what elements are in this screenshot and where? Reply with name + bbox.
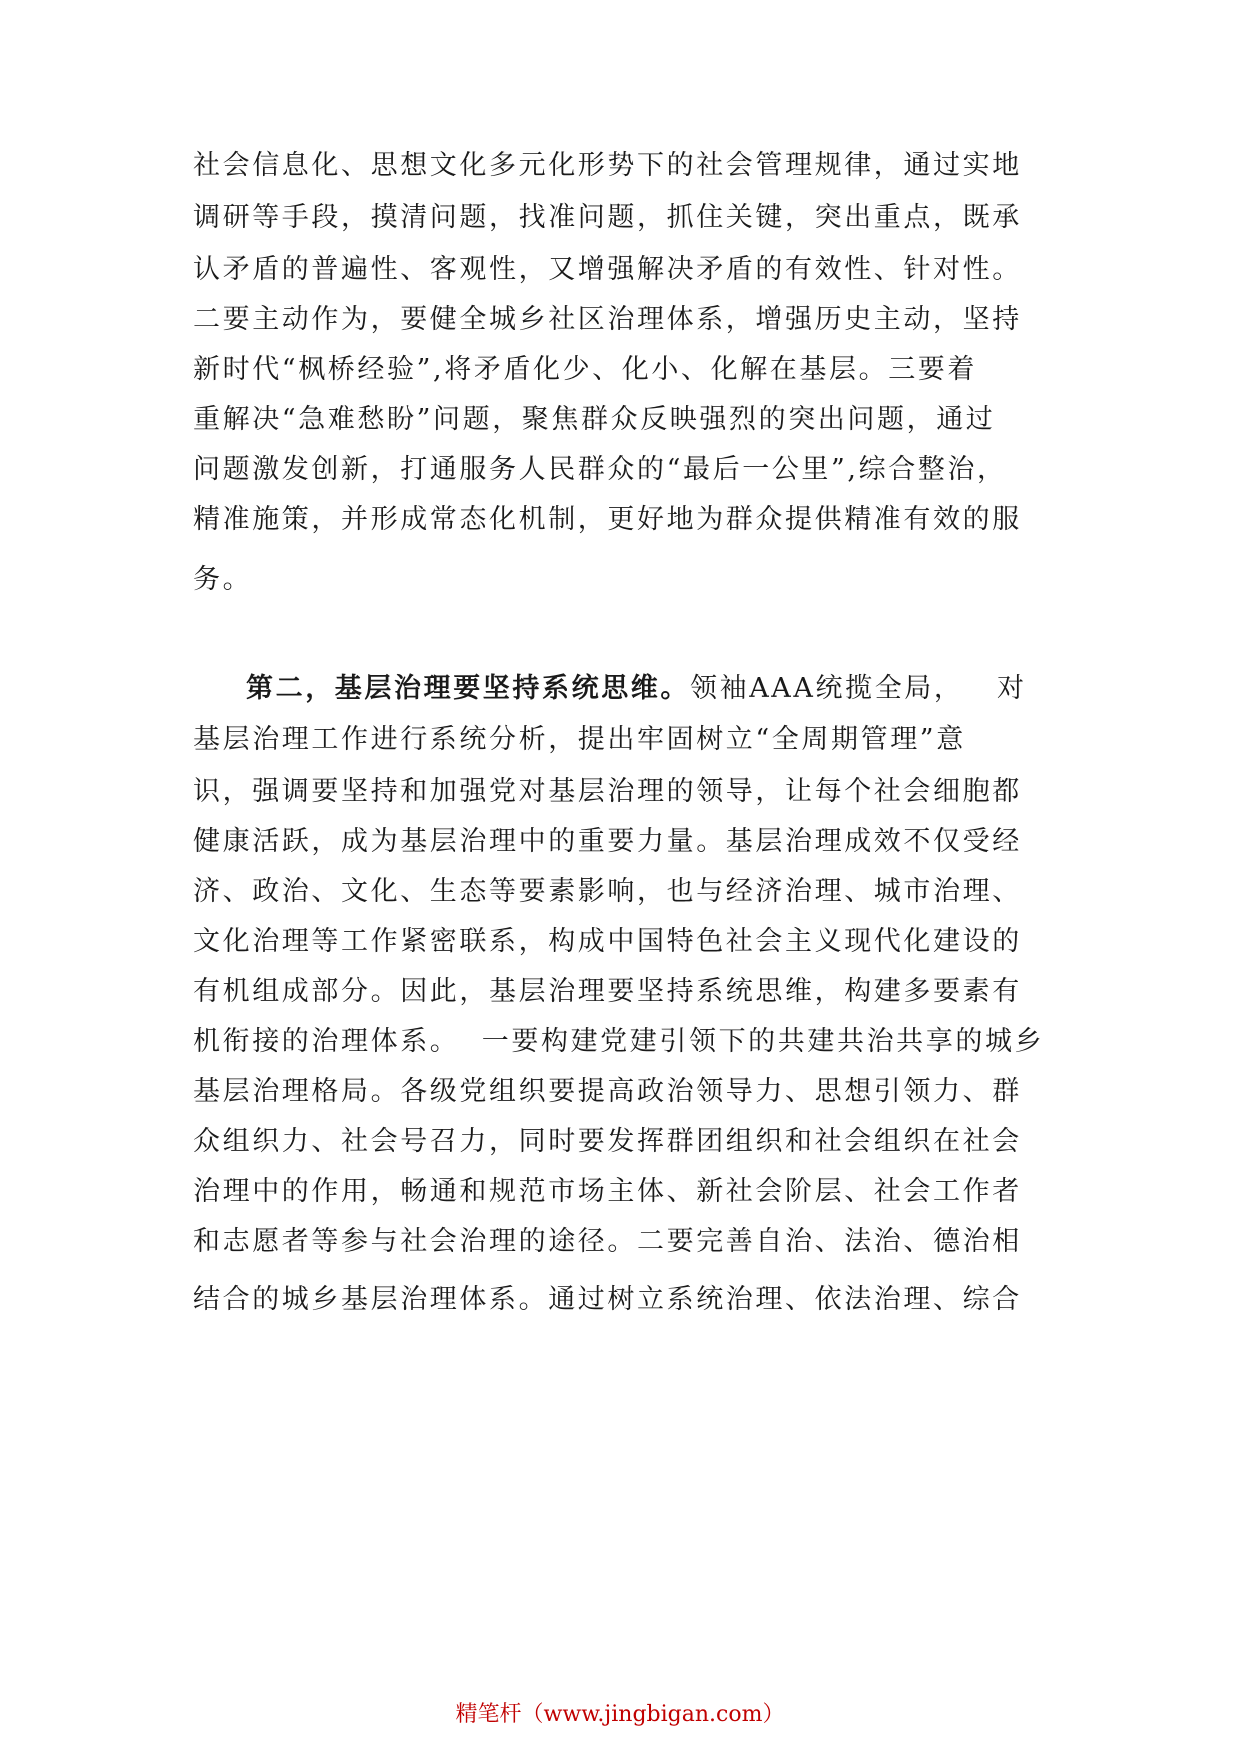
paragraph-line: 识，强调要坚持和加强党对基层治理的领导，让每个社会细胞都 [193, 776, 1022, 807]
paragraph-line: 众组织力、社会号召力，同时要发挥群团组织和社会组织在社会 [193, 1126, 1022, 1157]
paragraph-line: 务。 [193, 564, 253, 595]
footer-watermark: 精笔杆（www.jingbigan.com） [455, 1702, 785, 1727]
paragraph-first-line [246, 671, 1027, 707]
paragraph-line-rest: 领袖AAA统揽全局， 对 [690, 673, 1027, 704]
section-heading: 第二，基层治理要坚持系统思维。 [246, 673, 690, 704]
paragraph-line: 重解决“急难愁盼”问题，聚焦群众反映强烈的突出问题，通过 [193, 404, 996, 435]
paragraph-line: 济、政治、文化、生态等要素影响，也与经济治理、城市治理、 [193, 876, 1022, 907]
paragraph-line: 基层治理格局。各级党组织要提高政治领导力、思想引领力、群 [193, 1076, 1022, 1107]
paragraph-line: 基层治理工作进行系统分析，提出牢固树立“全周期管理”意 [193, 724, 966, 755]
paragraph-line: 有机组成部分。因此，基层治理要坚持系统思维，构建多要素有 [193, 976, 1022, 1007]
paragraph-line: 文化治理等工作紧密联系，构成中国特色社会主义现代化建设的 [193, 926, 1022, 957]
paragraph-line: 和志愿者等参与社会治理的途径。二要完善自治、法治、德治相 [193, 1226, 1022, 1257]
paragraph-line: 新时代“枫桥经验”,将矛盾化少、化小、化解在基层。三要着 [193, 354, 977, 385]
paragraph-line: 二要主动作为，要健全城乡社区治理体系，增强历史主动，坚持 [193, 304, 1022, 335]
paragraph-line: 问题激发创新，打通服务人民群众的“最后一公里”,综合整治， [193, 454, 1007, 485]
paragraph-line: 机衔接的治理体系。 一要构建党建引领下的共建共治共享的城乡 [193, 1026, 1045, 1057]
paragraph-line: 结合的城乡基层治理体系。通过树立系统治理、依法治理、综合 [193, 1284, 1022, 1315]
paragraph-line: 社会信息化、思想文化多元化形势下的社会管理规律，通过实地 [193, 150, 1022, 181]
paragraph-line: 认矛盾的普遍性、客观性，又增强解决矛盾的有效性、针对性。 [193, 254, 1022, 285]
paragraph-line: 治理中的作用，畅通和规范市场主体、新社会阶层、社会工作者 [193, 1176, 1022, 1207]
paragraph-line: 调研等手段，摸清问题，找准问题，抓住关键，突出重点，既承 [193, 202, 1022, 233]
paragraph-line: 健康活跃，成为基层治理中的重要力量。基层治理成效不仅受经 [193, 826, 1022, 857]
paragraph-line: 精准施策，并形成常态化机制，更好地为群众提供精准有效的服 [193, 504, 1022, 535]
